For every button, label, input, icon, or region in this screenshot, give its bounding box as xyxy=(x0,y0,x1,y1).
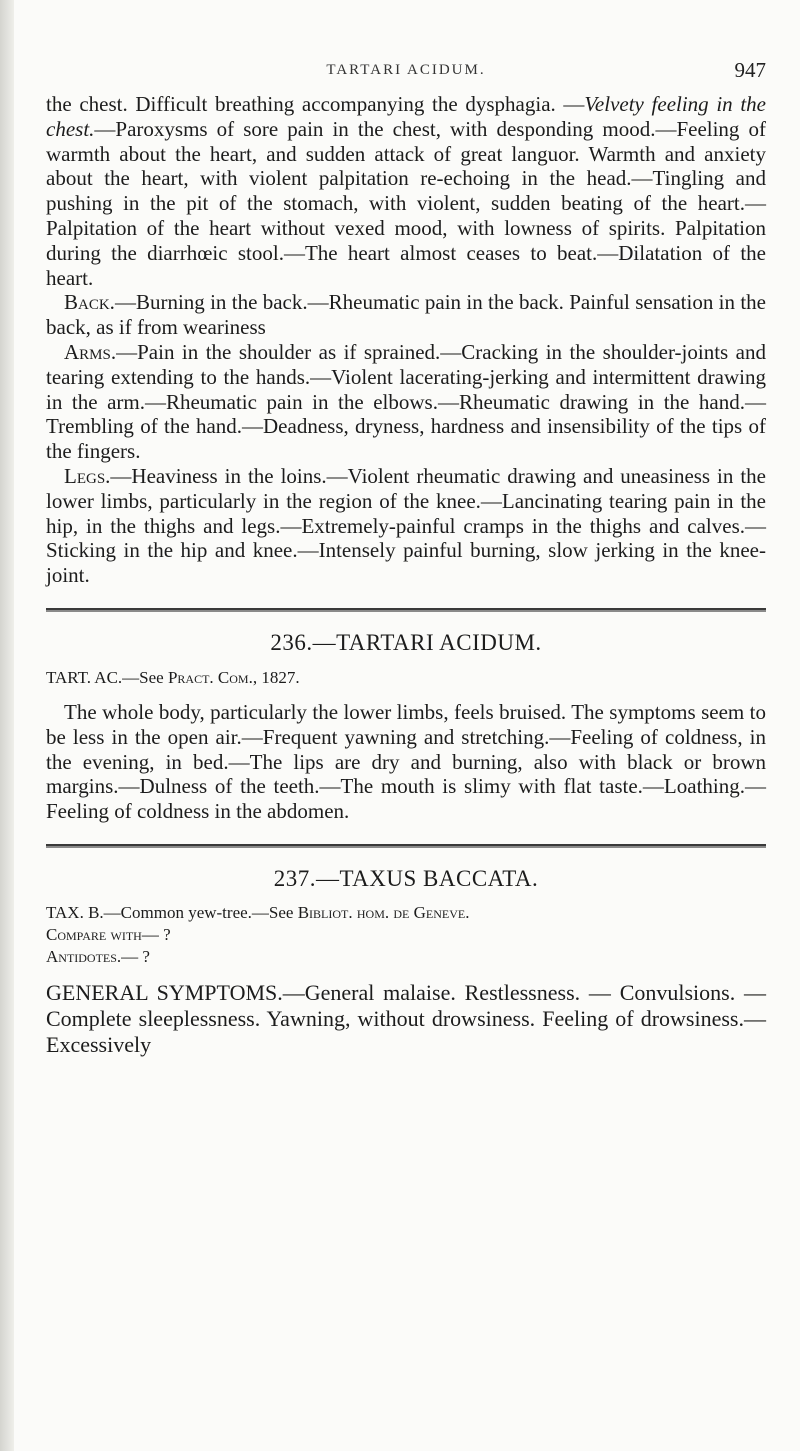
back-paragraph xyxy=(46,290,766,340)
section-237-title: 237.—TAXUS BACCATA. xyxy=(273,865,539,891)
chest-text-b: —Paroxysms of sore pain in the chest, with desponding mood.—Feeling of warmth about the heart, and sudden attack of great languor. Warmth and anxiety about the heart, with violent palpitation re-echoing in the head.—Tingling and pushing in the pit of the stomach, with violent, sudden beating of the heart.—Palpitation of the heart without vexed mood, with lowness of spirits. Palpitation during the diarrhœic stool.—The heart almost ceases to beat.—Dilatation of the heart. xyxy=(46,116,766,290)
chest-italic-text: Velvety feeling in the chest. xyxy=(46,92,766,141)
chest-text-a: the chest. Difficult breathing accompanying the dysphagia. — xyxy=(46,92,585,116)
running-head: TARTARI ACIDUM. xyxy=(326,62,486,78)
section-236-abbreviation xyxy=(46,666,766,690)
section-237-abbreviation xyxy=(46,902,766,924)
arms-text: —Pain in the shoulder as if sprained.—Cracking in the shoulder-joints and tearing extending to the hands.—Violent lacerating-jerking and intermittent drawing in the arm.—Rheumatic pain in the elbows.—Rheumatic drawing in the hand.—Trembling of the hand.—Deadness, dryness, hardness and insensibility of the tips of the fingers. xyxy=(46,339,766,464)
abbr-236-reference: Pract. Com. xyxy=(167,667,253,687)
legs-text: —Heaviness in the loins.—Violent rheumatic drawing and uneasiness in the lower limbs, particularly in the region of the knee.—Lancinating tearing pain in the hip, in the thighs and legs.—Extremely-painful cramps in the thighs and calves.—Sticking in the hip and knee.—Intensely painful burning, slow jerking in the knee-joint. xyxy=(46,463,766,588)
abbr-237-reference: Bibliot. hom. de Geneve. xyxy=(297,902,470,922)
arms-heading: Arms. xyxy=(64,339,117,364)
section-divider xyxy=(46,608,766,612)
book-page xyxy=(46,58,766,1058)
page-number: 947 xyxy=(734,58,766,82)
general-symptoms-text: —General malaise. Restlessness. — Convulsions. — Complete sleeplessness. Yawning, without drowsiness. Feeling of drowsiness.—Excessively xyxy=(46,979,766,1057)
abbr-236-text-a: TART. AC.—See xyxy=(46,667,168,687)
arms-paragraph xyxy=(46,340,766,464)
general-symptoms-heading: GENERAL SYMPTOMS. xyxy=(46,979,283,1005)
section-236-body: The whole body, particularly the lower limbs, feels bruised. The symptoms seem to be less in the open air.—Frequent yawning and stretching.—Feeling of coldness, in the evening, in bed.—The lips are dry and burning, also with black or brown margins.—Dulness of the teeth.—The mouth is slimy with flat taste.—Loathing.—Feeling of coldness in the abdomen. xyxy=(46,699,766,824)
back-text: —Burning in the back.—Rheumatic pain in the back. Painful sensation in the back, as if from weariness xyxy=(46,290,766,340)
legs-heading: Legs. xyxy=(64,463,111,488)
back-heading: Back. xyxy=(64,290,115,315)
book-binding-edge xyxy=(0,0,14,1451)
section-236-title: 236.—TARTARI ACIDUM. xyxy=(270,629,542,655)
abbr-236-text-b: , 1827. xyxy=(252,667,300,687)
page-header xyxy=(46,58,766,92)
section-divider xyxy=(46,844,766,848)
general-symptoms-paragraph xyxy=(46,980,766,1058)
chest-paragraph xyxy=(46,92,766,290)
legs-paragraph xyxy=(46,464,766,588)
compare-line: Compare with— ? xyxy=(46,924,171,944)
antidotes-line: Antidotes.— ? xyxy=(46,946,150,966)
abbr-237-text-a: TAX. B.—Common yew-tree.—See xyxy=(46,902,298,922)
